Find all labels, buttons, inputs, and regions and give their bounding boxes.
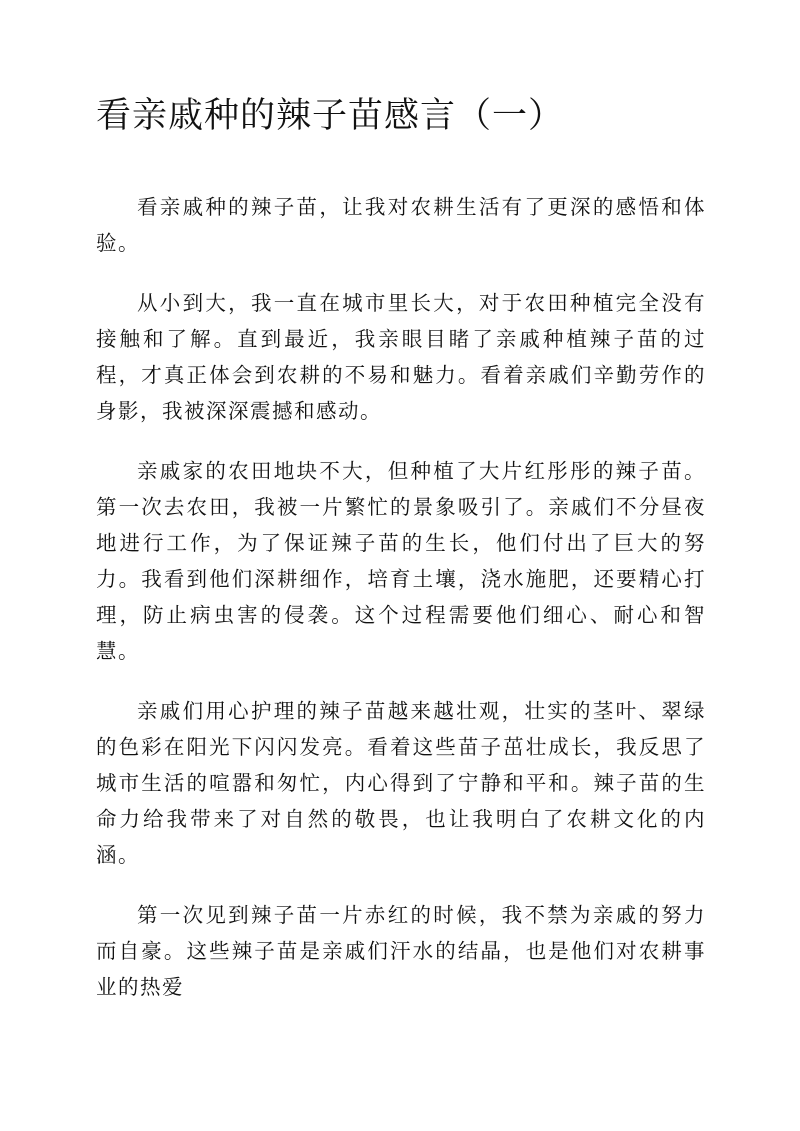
paragraph-4: 亲戚们用心护理的辣子苗越来越壮观，壮实的茎叶、翠绿的色彩在阳光下闪闪发亮。看着这些苗子茁壮成长，我反思了城市生活的喧嚣和匆忙，内心得到了宁静和平和。辣子苗的生命力给我带来了对自然的敬畏，也让我明白了农耕文化的内涵。 <box>96 699 706 867</box>
paragraph-1: 看亲戚种的辣子苗，让我对农耕生活有了更深的感悟和体验。 <box>96 195 706 255</box>
page-title: 看亲戚种的辣子苗感言（一） <box>96 96 565 136</box>
paragraph-5: 第一次见到辣子苗一片赤红的时候，我不禁为亲戚的努力而自豪。这些辣子苗是亲戚们汗水的结晶，也是他们对农耕事业的热爱 <box>96 903 706 999</box>
paragraph-3: 亲戚家的农田地块不大，但种植了大片红彤彤的辣子苗。第一次去农田，我被一片繁忙的景象吸引了。亲戚们不分昼夜地进行工作，为了保证辣子苗的生长，他们付出了巨大的努力。我看到他们深耕细作，培育土壤，浇水施肥，还要精心打理，防止病虫害的侵袭。这个过程需要他们细心、耐心和智慧。 <box>96 459 706 663</box>
article-body <box>96 189 706 1029</box>
paragraph-2: 从小到大，我一直在城市里长大，对于农田种植完全没有接触和了解。直到最近，我亲眼目睹了亲戚种植辣子苗的过程，才真正体会到农耕的不易和魅力。看着亲戚们辛勤劳作的身影，我被深深震撼和感动。 <box>96 291 706 423</box>
